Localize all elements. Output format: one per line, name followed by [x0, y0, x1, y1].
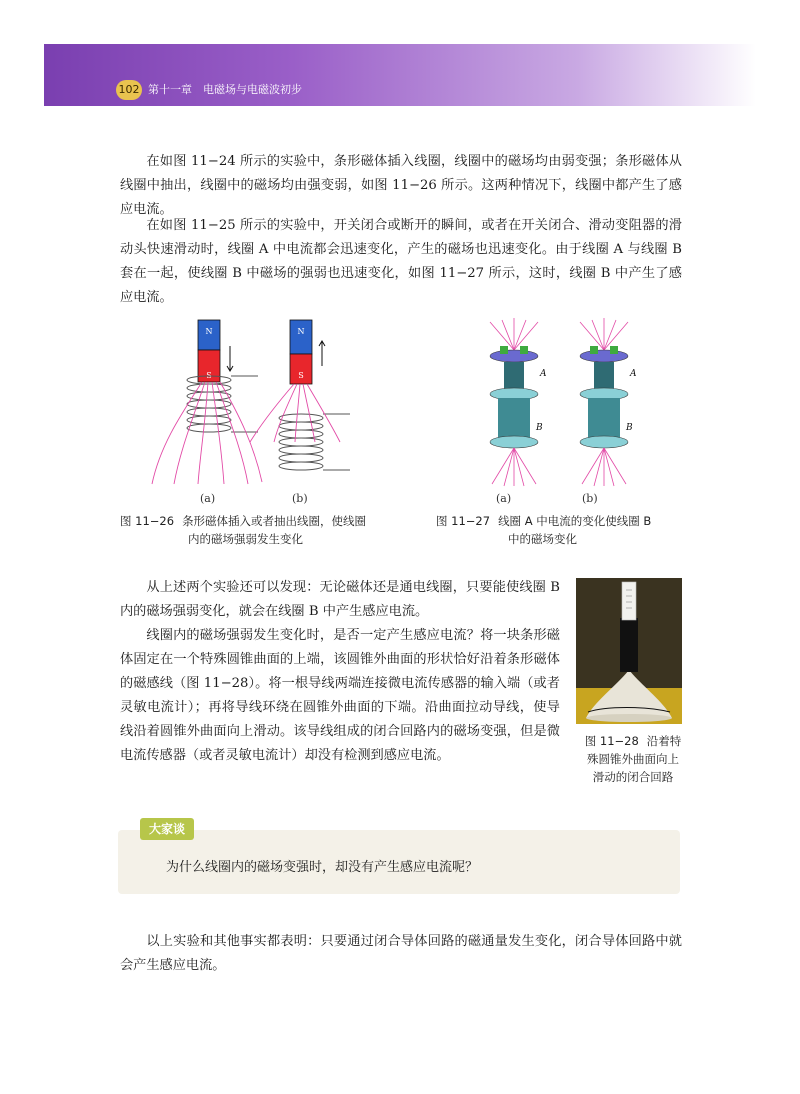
discussion-tag: 大家谈 — [140, 818, 194, 840]
fig-11-26-caption — [120, 512, 410, 548]
fig-11-26-caption-line1: 条形磁体插入或者抽出线圈，使线圈 — [182, 514, 367, 528]
paragraph-3: 从上述两个实验还可以发现：无论磁体还是通电线圈，只要能使线圈 B 内的磁场强弱变化，就会在线圈 B 中产生感应电流。 — [120, 580, 560, 619]
fig-11-28-caption-line2: 殊圆锥外曲面向上 — [587, 752, 679, 766]
fig-11-26-caption-number: 图 11−26 — [120, 514, 175, 528]
up-arrow — [319, 341, 325, 366]
field-bottom-a — [492, 448, 536, 486]
magnet-a-n-label: N — [205, 327, 213, 336]
coil-a-label-b: A — [630, 369, 637, 379]
coil-b-label-a: B — [536, 423, 543, 433]
fig-11-27-caption-number: 图 11−27 — [436, 514, 491, 528]
fig-11-27-caption — [436, 512, 696, 548]
fig-11-26-label-b: (b) — [292, 492, 308, 505]
fig-11-26-label-a: (a) — [200, 492, 216, 505]
magnet-b-n-label: N — [297, 327, 305, 336]
magnet-b-s-label: S — [298, 371, 304, 380]
page-number-badge: 102 — [116, 80, 142, 100]
down-arrow — [227, 346, 233, 371]
fig-11-26-caption-line2: 内的磁场强弱发生变化 — [188, 532, 303, 546]
coil-stack-a — [490, 346, 538, 448]
fig-11-28-caption-line3: 滑动的闭合回路 — [592, 770, 674, 784]
field-top-a — [490, 318, 538, 350]
discussion-question: 为什么线圈内的磁场变强时，却没有产生感应电流呢？ — [166, 860, 479, 875]
figure-11-28-photo — [576, 578, 682, 724]
fig-11-27-label-b: (b) — [582, 492, 598, 505]
fig-11-27-caption-line1: 线圈 A 中电流的变化使线圈 B — [498, 514, 652, 528]
chapter-title: 第十一章 电磁场与电磁波初步 — [148, 83, 302, 96]
figure-11-27 — [470, 318, 660, 488]
fig-11-28-caption-line1: 沿着特 — [646, 734, 682, 748]
coil-b — [279, 414, 350, 470]
field-lines-b — [250, 384, 340, 442]
magnet-b — [290, 320, 312, 384]
paragraph-2: 在如图 11−25 所示的实验中，开关闭合或断开的瞬间，或者在开关闭合、滑动变阻器的滑动头快速滑动时，线圈 A 中电流都会迅速变化，产生的磁场也迅速变化。由于线圈 A 与线圈 B 套在一起，使线圈 B 中磁场的强弱也迅速变化，如图 11−27 所示，这时，线圈 B 中产生了感应电流。 — [120, 218, 682, 305]
field-top-b — [580, 318, 628, 350]
fig-11-27-caption-line2: 中的磁场变化 — [508, 532, 577, 546]
field-lines-a — [152, 382, 262, 484]
paragraph-5: 以上实验和其他事实都表明：只要通过闭合导体回路的磁通量发生变化，闭合导体回路中就会产生感应电流。 — [120, 934, 682, 973]
figure-11-26 — [150, 316, 370, 492]
magnet-a-s-label: S — [206, 371, 212, 380]
fig-11-27-label-a: (a) — [496, 492, 512, 505]
fig-11-28-caption — [578, 732, 688, 786]
paragraph-4: 线圈内的磁场强弱发生变化时，是否一定产生感应电流？将一块条形磁体固定在一个特殊圆锥曲面的上端，该圆锥外曲面的形状恰好沿着条形磁体的磁感线（图 11−28）。将一根导线两端连接微电流传感器的输入端（或者灵敏电流计）；再将导线环绕在圆锥外曲面的下端。沿曲面拉动导线，使导线沿着圆锥外曲面向上滑动。该导线组成的闭合回路内的磁场变强，但是微电流传感器（或者灵敏电流计）却没有检测到感应电流。 — [120, 628, 560, 763]
magnet-a — [198, 320, 220, 382]
coil-stack-b — [580, 346, 628, 448]
paragraph-1: 在如图 11−24 所示的实验中，条形磁体插入线圈，线圈中的磁场均由弱变强；条形磁体从线圈中抽出，线圈中的磁场均由强变弱，如图 11−26 所示。这两种情况下，线圈中都产生了感应电流。 — [120, 154, 682, 217]
fig-11-28-caption-number: 图 11−28 — [584, 734, 639, 748]
coil-b-label-b: B — [626, 423, 633, 433]
field-bottom-b — [582, 448, 626, 486]
coil-a-label-a: A — [540, 369, 547, 379]
